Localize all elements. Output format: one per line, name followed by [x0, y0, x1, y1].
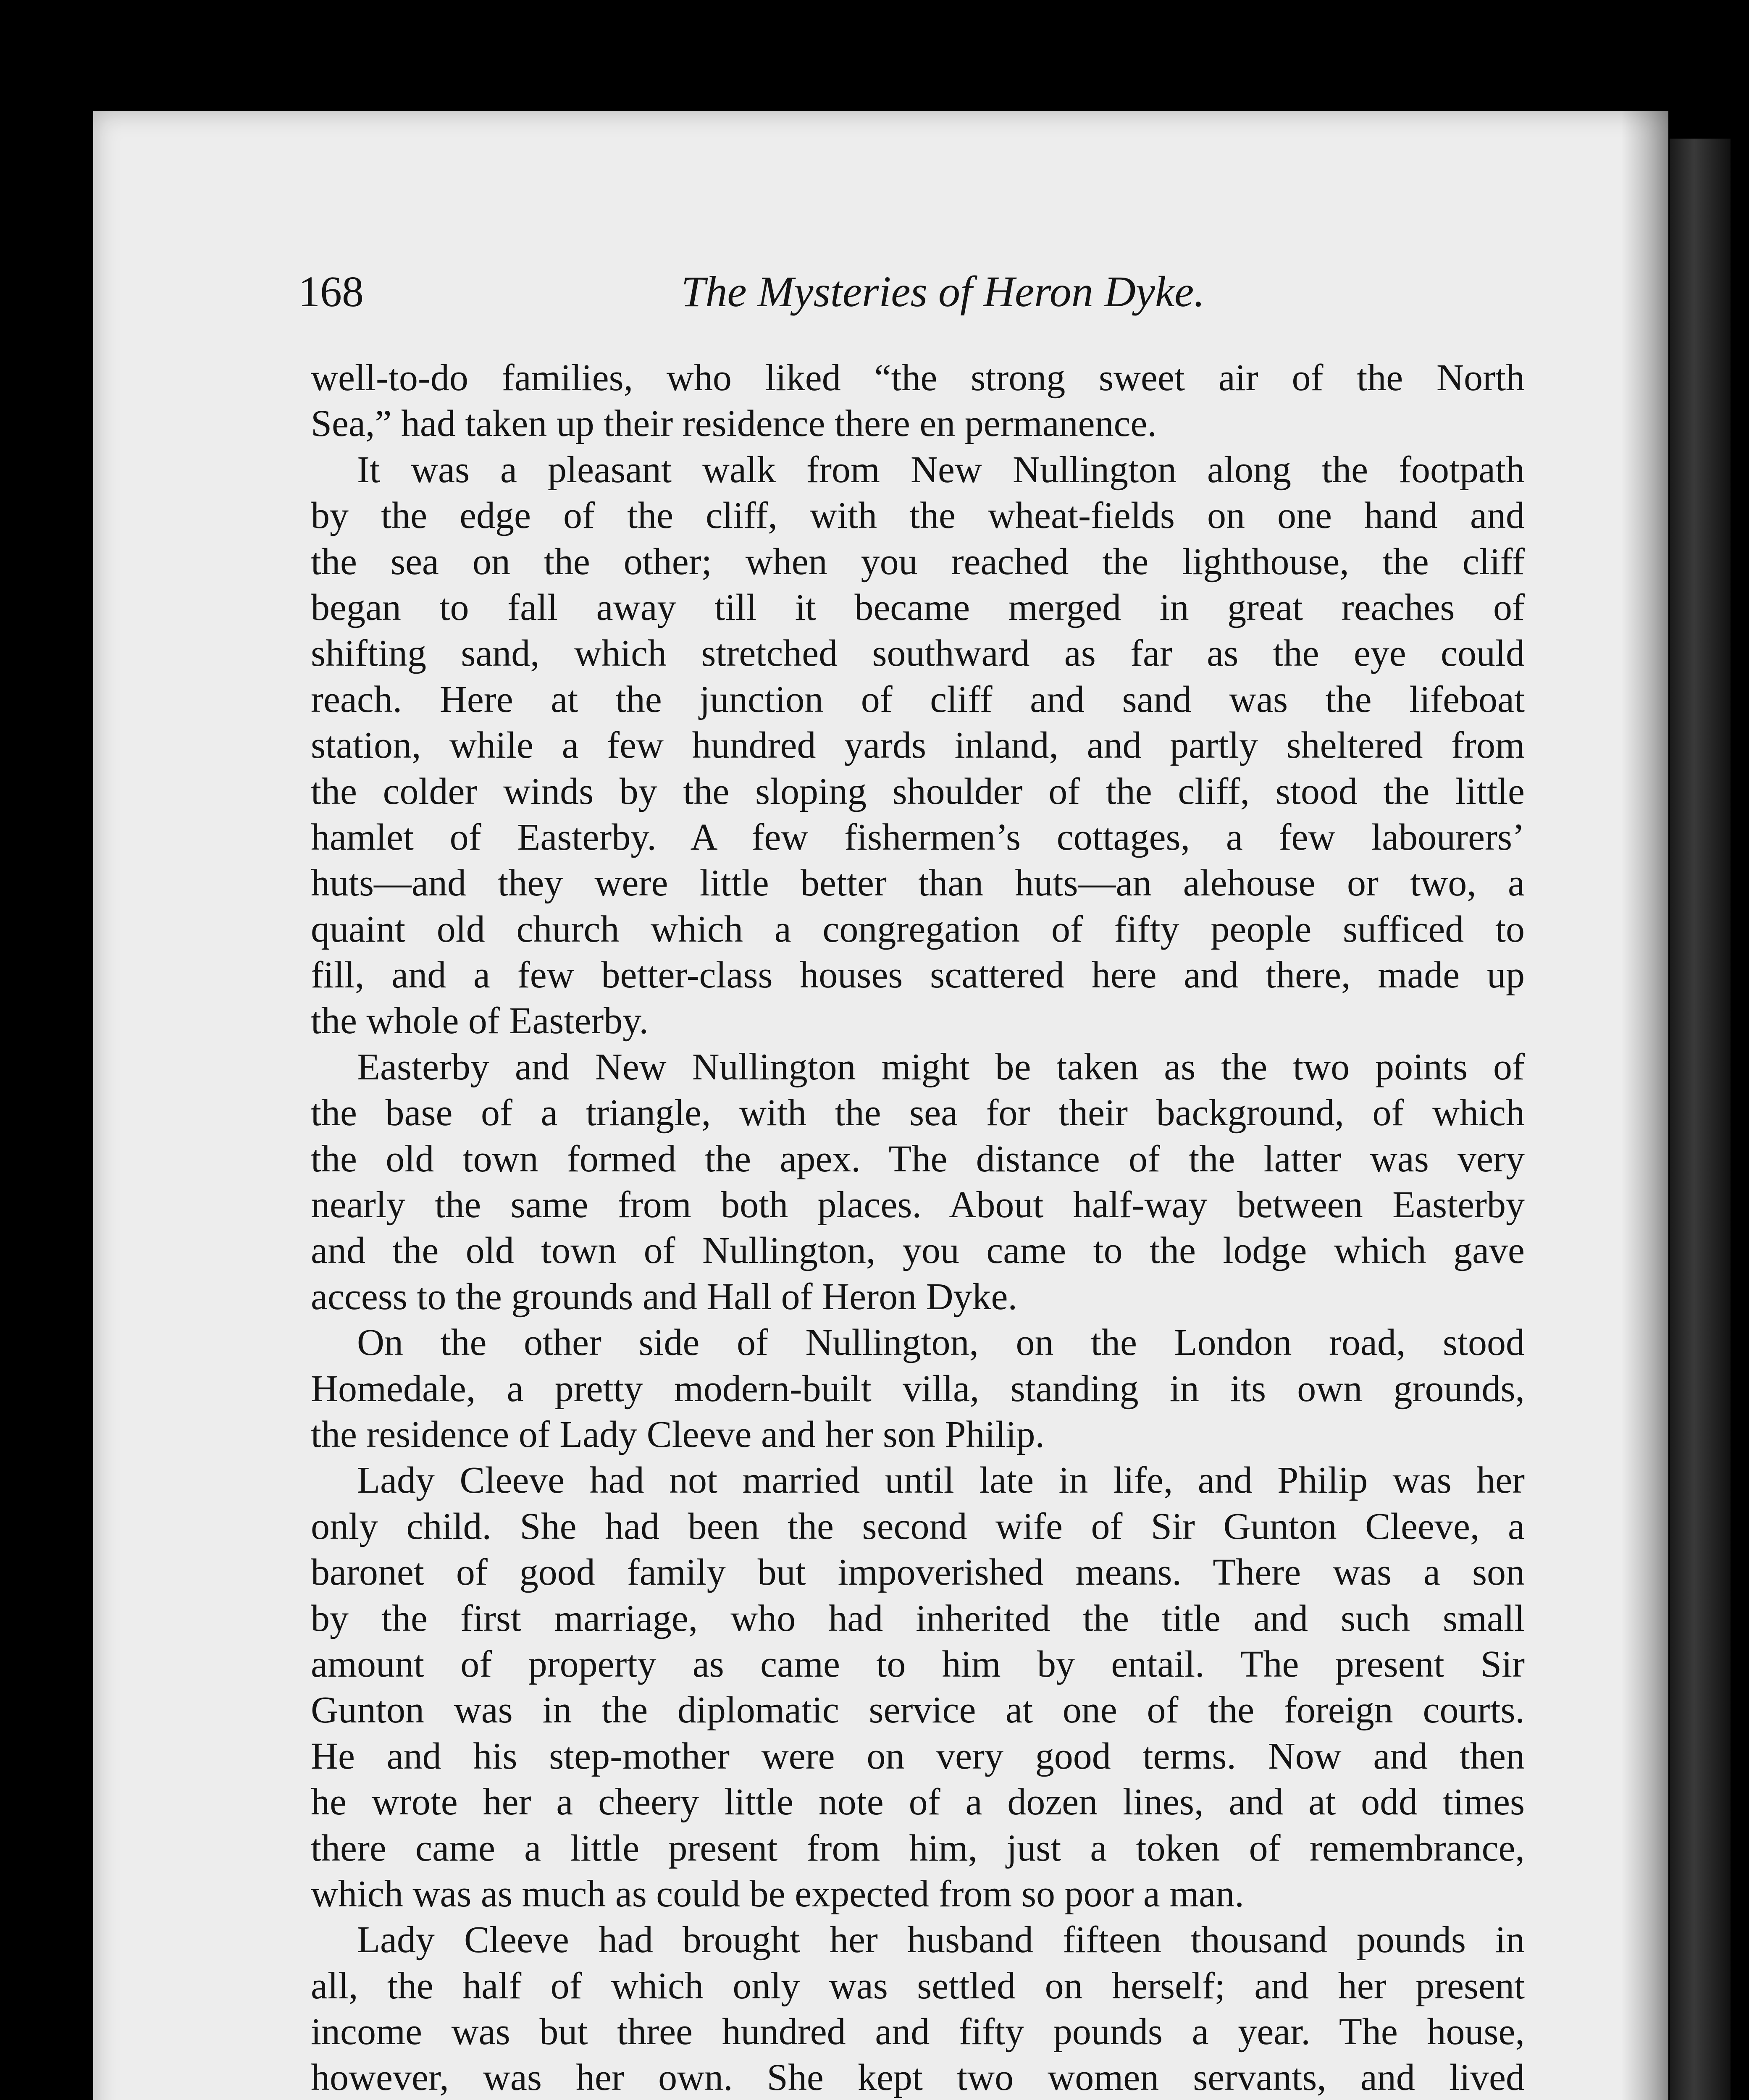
text-line: fill, and a few better-class houses scattered here and there, made up [311, 954, 1525, 996]
body-text [311, 355, 1525, 2100]
text-line: station, while a few hundred yards inland, and partly sheltered from [311, 724, 1525, 766]
text-line: the whole of Easterby. [311, 1000, 649, 1042]
text-line: by the first marriage, who had inherited the title and such small [311, 1597, 1525, 1639]
text-line: quaint old church which a congregation of fifty people sufficed to [311, 908, 1525, 950]
text-line: income was but three hundred and fifty pounds a year. The house, [311, 2011, 1525, 2053]
text-line: Lady Cleeve had brought her husband fifteen thousand pounds in [357, 1919, 1525, 1961]
text-line: Gunton was in the diplomatic service at one of the foreign courts. [311, 1689, 1525, 1731]
text-line: access to the grounds and Hall of Heron Dyke. [311, 1276, 1018, 1318]
text-line: shifting sand, which stretched southward as far as the eye could [311, 633, 1525, 675]
text-line: began to fall away till it became merged in great reaches of [311, 586, 1525, 628]
text-line: there came a little present from him, just a token of remembrance, [311, 1827, 1525, 1869]
text-line: and the old town of Nullington, you came to the lodge which gave [311, 1230, 1525, 1272]
text-line: the residence of Lady Cleeve and her son Philip. [311, 1413, 1045, 1455]
text-line: He and his step-mother were on very good terms. Now and then [311, 1735, 1525, 1777]
text-line: all, the half of which only was settled on herself; and her present [311, 1965, 1525, 2007]
text-line: however, was her own. She kept two women servants, and lived [311, 2057, 1525, 2099]
text-line: It was a pleasant walk from New Nullington along the footpath [357, 449, 1525, 491]
text-line: well-to-do families, who liked “the strong sweet air of the North [311, 357, 1525, 399]
text-line: the old town formed the apex. The distance of the latter was very [311, 1138, 1525, 1180]
running-title: The Mysteries of Heron Dyke. [681, 268, 1205, 316]
page-number: 168 [298, 268, 364, 316]
page-gutter-shadow [1621, 111, 1670, 2100]
text-line: which was as much as could be expected from so poor a man. [311, 1873, 1244, 1915]
text-line: the sea on the other; when you reached the lighthouse, the cliff [311, 541, 1525, 583]
text-line: the colder winds by the sloping shoulder of the cliff, stood the little [311, 770, 1525, 812]
text-line: reach. Here at the junction of cliff and sand was the lifeboat [311, 678, 1525, 720]
page-header [298, 260, 1537, 336]
text-line: he wrote her a cheery little note of a dozen lines, and at odd times [311, 1781, 1525, 1823]
text-line: by the edge of the cliff, with the wheat-fields on one hand and [311, 495, 1525, 537]
text-line: the base of a triangle, with the sea for their background, of which [311, 1092, 1525, 1134]
text-line: baronet of good family but impoverished means. There was a son [311, 1551, 1525, 1593]
text-line: Lady Cleeve had not married until late in life, and Philip was her [357, 1460, 1525, 1502]
text-line: Homedale, a pretty modern-built villa, standing in its own grounds, [311, 1368, 1525, 1410]
text-line: amount of property as came to him by entail. The present Sir [311, 1643, 1525, 1685]
adjacent-page-edge [1670, 139, 1731, 2100]
text-line: On the other side of Nullington, on the London road, stood [357, 1322, 1525, 1364]
text-line: Sea,” had taken up their residence there en permanence. [311, 403, 1157, 445]
text-line: huts—and they were little better than huts—an alehouse or two, a [311, 862, 1525, 904]
text-line: nearly the same from both places. About half-way between Easterby [311, 1184, 1525, 1226]
text-line: hamlet of Easterby. A few fishermen’s cottages, a few labourers’ [311, 816, 1525, 858]
text-line: Easterby and New Nullington might be taken as the two points of [357, 1046, 1525, 1088]
text-line: only child. She had been the second wife of Sir Gunton Cleeve, a [311, 1505, 1525, 1547]
